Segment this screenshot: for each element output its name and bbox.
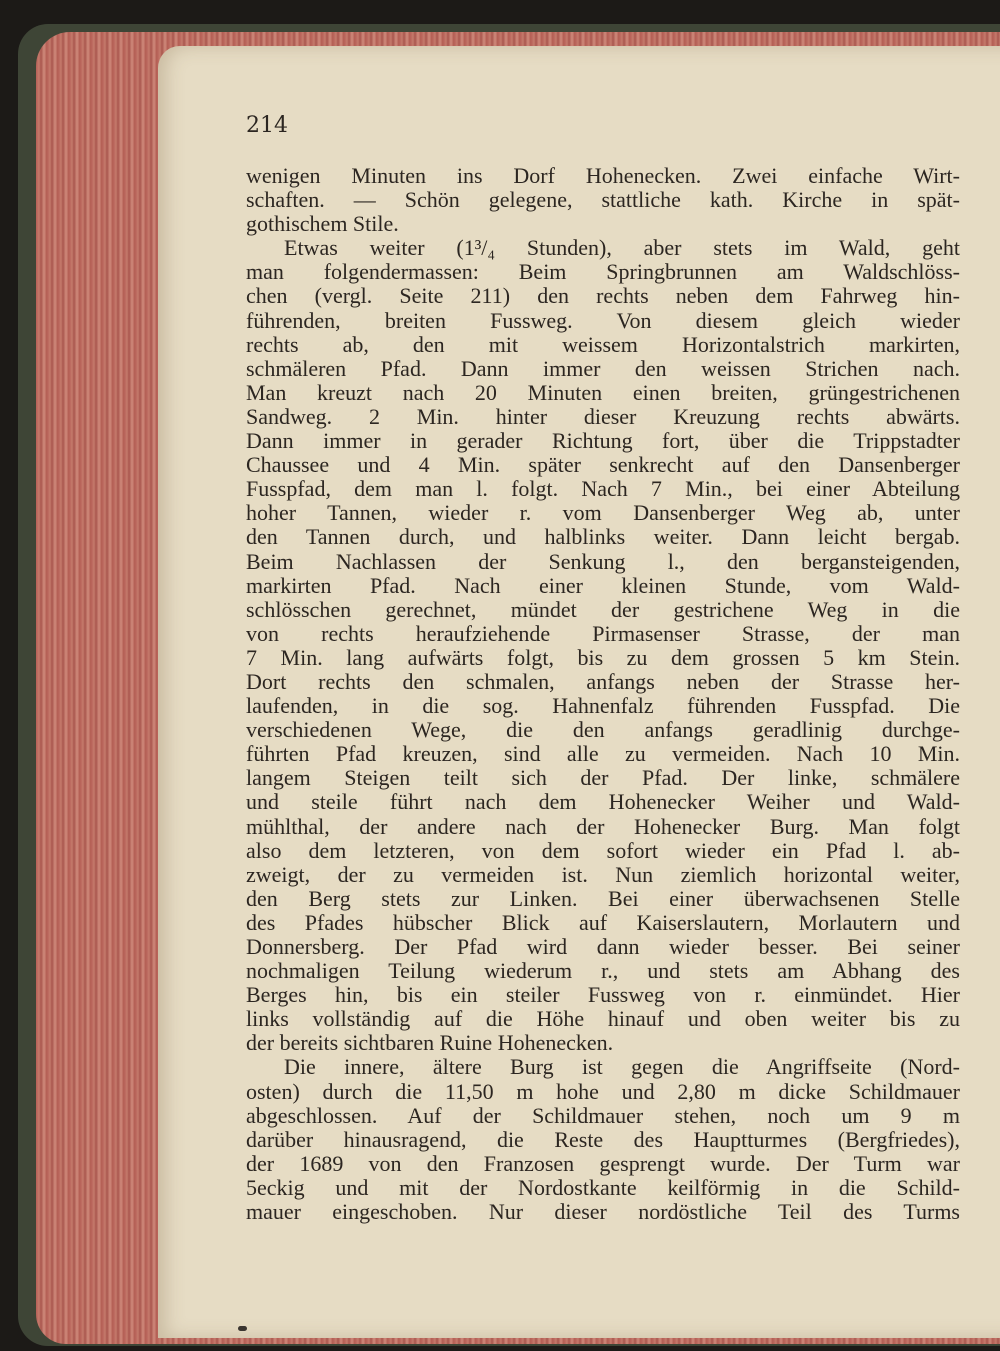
text-line: osten) durch die 11,50 m hohe und 2,80 m dicke Schildmauer	[246, 1078, 960, 1104]
text-line: man folgendermassen: Beim Springbrunnen am Waldschlöss-	[246, 259, 960, 285]
text-line: führenden, breiten Fussweg. Von diesem gleich wieder	[246, 307, 960, 333]
text-line: schmäleren Pfad. Dann immer den weissen Strichen nach.	[246, 355, 960, 381]
text-line: Beim Nachlassen der Senkung l., den bergansteigenden,	[246, 548, 960, 574]
text-line: Dort rechts den schmalen, anfangs neben der Strasse her-	[246, 668, 960, 694]
text-line: zweigt, der zu vermeiden ist. Nun ziemlich horizontal weiter,	[246, 861, 960, 887]
ink-mark	[238, 1326, 247, 1331]
text-line: schlösschen gerechnet, mündet der gestrichene Weg in die	[246, 596, 960, 622]
text-line: verschiedenen Wege, die den anfangs geradlinig durchge-	[246, 717, 960, 743]
text-line: führten Pfad kreuzen, sind alle zu vermeiden. Nach 10 Min.	[246, 741, 960, 767]
text-line: Dann immer in gerader Richtung fort, über die Trippstadter	[246, 428, 960, 454]
text-line: abgeschlossen. Auf der Schildmauer stehen, noch um 9 m	[246, 1102, 960, 1128]
text-line: wenigen Minuten ins Dorf Hohenecken. Zwei einfache Wirt-	[246, 163, 960, 188]
text-line: mauer eingeschoben. Nur dieser nordöstliche Teil des Turms	[246, 1199, 960, 1225]
text-line: 5eckig und mit der Nordostkante keilförmig in die Schild-	[246, 1174, 960, 1200]
page-number: 214	[246, 113, 288, 138]
text-line: nochmaligen Teilung wiederum r., und stets am Abhang des	[246, 958, 960, 984]
text-line: chen (vergl. Seite 211) den rechts neben dem Fahrweg hin-	[246, 283, 960, 309]
text-line: der bereits sichtbaren Ruine Hohenecken.	[246, 1030, 614, 1056]
text-line: schaften. — Schön gelegene, stattliche kath. Kirche in spät-	[246, 187, 960, 213]
body-text	[246, 164, 960, 1224]
text-line: Fusspfad, dem man l. folgt. Nach 7 Min., bei einer Abteilung	[246, 476, 960, 502]
text-line: Sandweg. 2 Min. hinter dieser Kreuzung rechts abwärts.	[246, 403, 960, 429]
text-line: mühlthal, der andere nach der Hohenecker Burg. Man folgt	[246, 813, 960, 839]
text-line: markirten Pfad. Nach einer kleinen Stunde, vom Wald-	[246, 572, 960, 598]
text-line: laufenden, in die sog. Hahnenfalz führenden Fusspfad. Die	[246, 693, 960, 719]
text-line: den Tannen durch, und halblinks weiter. Dann leicht bergab.	[246, 524, 960, 550]
text-line: Berges hin, bis ein steiler Fussweg von r. einmündet. Hier	[246, 982, 960, 1008]
text-line: also dem letzteren, von dem sofort wieder ein Pfad l. ab-	[246, 837, 960, 863]
text-line: rechts ab, den mit weissem Horizontalstrich markirten,	[246, 331, 960, 357]
text-line: Etwas weiter (1³/₄ Stunden), aber stets im Wald, geht	[284, 235, 960, 261]
text-line: darüber hinausragend, die Reste des Hauptturmes (Bergfriedes),	[246, 1126, 960, 1152]
text-line: gothischem Stile.	[246, 211, 399, 237]
text-line: und steile führt nach dem Hohenecker Weiher und Wald-	[246, 789, 960, 815]
text-line: Donnersberg. Der Pfad wird dann wieder besser. Bei seiner	[246, 934, 960, 959]
text-line: hoher Tannen, wieder r. vom Dansenberger Weg ab, unter	[246, 500, 960, 526]
text-line: Die innere, ältere Burg ist gegen die Angriffseite (Nord-	[284, 1054, 960, 1080]
text-line: der 1689 von den Franzosen gesprengt wurde. Der Turm war	[246, 1150, 960, 1176]
text-line: den Berg stets zur Linken. Bei einer überwachsenen Stelle	[246, 885, 960, 911]
text-line: von rechts heraufziehende Pirmasenser Strasse, der man	[246, 620, 960, 646]
text-line: Chaussee und 4 Min. später senkrecht auf den Dansenberger	[246, 452, 960, 478]
text-line: 7 Min. lang aufwärts folgt, bis zu dem grossen 5 km Stein.	[246, 644, 960, 670]
text-line: links vollständig auf die Höhe hinauf und oben weiter bis zu	[246, 1006, 960, 1032]
text-line: langem Steigen teilt sich der Pfad. Der linke, schmälere	[246, 765, 960, 791]
text-line: Man kreuzt nach 20 Minuten einen breiten, grüngestrichenen	[246, 379, 960, 405]
text-line: des Pfades hübscher Blick auf Kaiserslautern, Morlautern und	[246, 909, 960, 935]
